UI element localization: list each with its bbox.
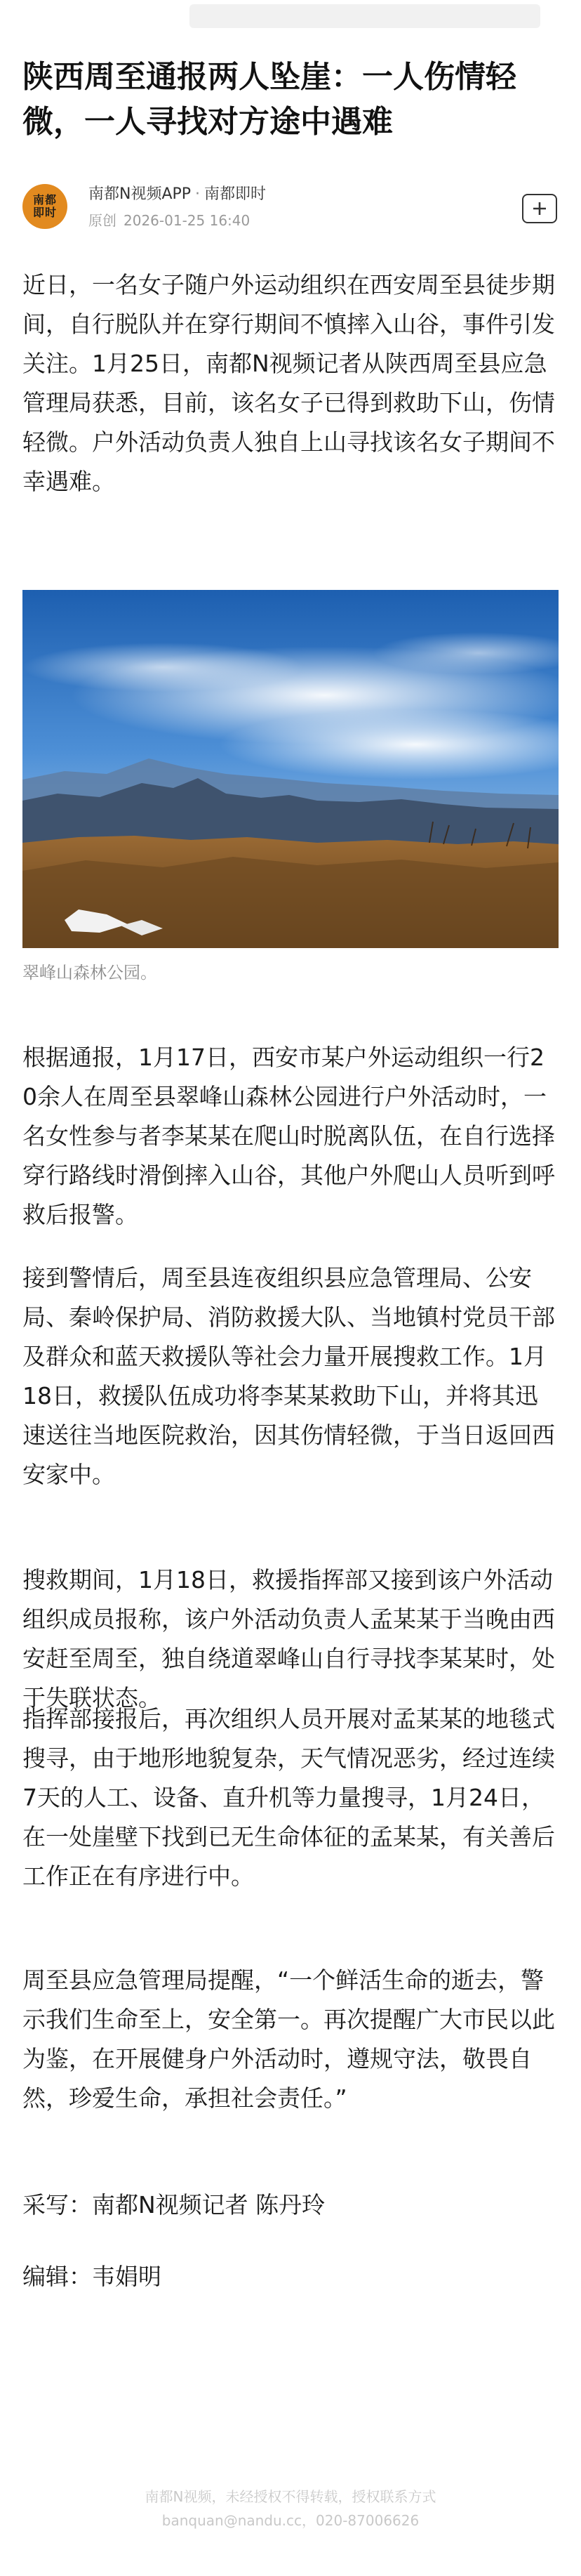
paragraph-intro: 近日，一名女子随户外运动组织在西安周至县徒步期间，自行脱队并在穿行期间不慎摔入山谷，事件引发关注。1月25日，南都N视频记者从陕西周至县应急管理局获悉，目前，该名女子已得到救助下山，伤情轻微。户外活动负责人独自上山寻找该名女子期间不幸遇难。 bbox=[22, 271, 555, 495]
paragraph-reminder: 周至县应急管理局提醒，“一个鲜活生命的逝去，警示我们生命至上，安全第一。再次提醒广大市民以此为鉴，在开展健身户外活动时，遵规守法，敬畏自然，珍爱生命，承担社会责任。” bbox=[22, 1966, 555, 2112]
plus-icon bbox=[531, 200, 548, 217]
source-name[interactable]: 南都N视频APP bbox=[88, 185, 192, 203]
source-channel[interactable]: 南都即时 bbox=[204, 185, 267, 203]
mountain-photo bbox=[22, 590, 559, 948]
top-search-bar[interactable] bbox=[189, 4, 540, 28]
paragraph-search: 指挥部接报后，再次组织人员开展对孟某某的地毯式搜寻，由于地形地貌复杂，天气情况恶劣，经过连续7天的人工、设备、直升机等力量搜寻，1月24日，在一处崖壁下找到已无生命体征的孟某某，有关善后工作正在有序进行中。 bbox=[22, 1705, 555, 1890]
copyright-line-1: 南都N视频，未经授权不得转载，授权联系方式 bbox=[145, 2488, 436, 2505]
paragraph-reporter: 采写：南都N视频记者 陈丹玲 bbox=[22, 2191, 326, 2219]
logo-text-top: 南都 bbox=[32, 193, 57, 206]
logo-text-bottom: 即时 bbox=[32, 206, 57, 219]
paragraph-report: 根据通报，1月17日，西安市某户外运动组织一行20余人在周至县翠峰山森林公园进行户外活动时，一名女性参与者李某某在爬山时脱离队伍，在自行选择穿行路线时滑倒摔入山谷，其他户外爬山人员听到呼救后报警。 bbox=[22, 1044, 555, 1228]
paragraph-rescue: 接到警情后，周至县连夜组织县应急管理局、公安局、秦岭保护局、消防救援大队、当地镇村党员干部及群众和蓝天救援队等社会力量开展搜救工作。1月18日，救援队伍成功将李某某救助下山，并将其迅速送往当地医院救治，因其伤情轻微，于当日返回西安家中。 bbox=[22, 1264, 555, 1488]
date-line bbox=[88, 211, 250, 230]
photo-caption: 翠峰山森林公园。 bbox=[22, 963, 157, 983]
paragraph-editor: 编辑：韦娟明 bbox=[22, 2263, 161, 2290]
top-bar bbox=[0, 0, 581, 41]
add-button[interactable] bbox=[522, 194, 557, 223]
article-meta bbox=[22, 180, 559, 236]
source-line bbox=[88, 184, 266, 205]
publish-date: 2026-01-25 16:40 bbox=[123, 212, 251, 229]
nandu-logo-icon[interactable] bbox=[22, 184, 67, 229]
copyright-line-2: banquan@nandu.cc，020-87006626 bbox=[161, 2512, 420, 2529]
copyright-footer bbox=[0, 2485, 581, 2532]
article-photo bbox=[22, 590, 559, 948]
article-title: 陕西周至通报两人坠崖：一人伤情轻微，一人寻找对方途中遇难 bbox=[22, 59, 516, 140]
original-tag: 原创 bbox=[88, 212, 116, 229]
source-separator: · bbox=[195, 185, 201, 203]
paragraph-missing: 搜救期间，1月18日，救援指挥部又接到该户外活动组织成员报称，该户外活动负责人孟某某于当晚由西安赶至周至，独自绕道翠峰山自行寻找李某某时，处于失联状态。 bbox=[22, 1566, 555, 1711]
